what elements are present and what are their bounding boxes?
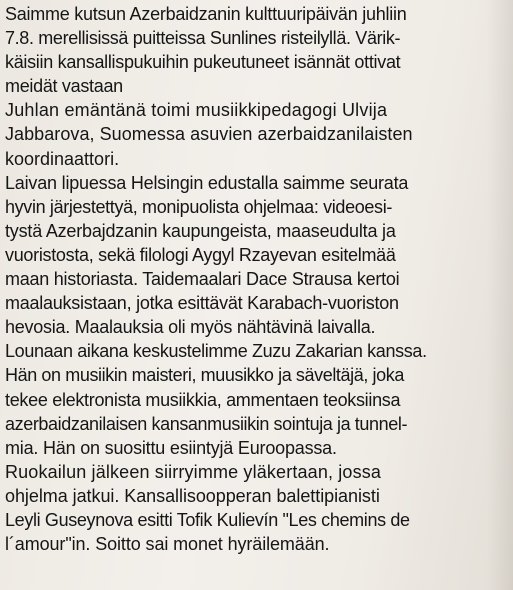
text-line: l´amour"in. Soitto sai monet hyräilemään. <box>5 534 330 555</box>
text-line: Lounaan aikana keskustelimme Zuzu Zakarian kanssa. <box>5 341 427 362</box>
text-line: azerbaidzanilaisen kansanmusiikin sointuja ja tunnel- <box>5 413 408 434</box>
text-line: maalauksistaan, jotka esittävät Karabach-vuoriston <box>5 293 399 314</box>
text-line: koordinaattori. <box>5 148 120 169</box>
text-line: Saimme kutsun Azerbaidzanin kulttuuripäivän juhliin <box>5 4 407 24</box>
text-line: vuoristosta, sekä filologi Aygyl Rzayevan esitelmää <box>5 244 396 265</box>
text-line: hevosia. Maalauksia oli myös nähtävinä laivalla. <box>5 317 376 338</box>
article-text <box>5 2 513 556</box>
text-line: Laivan lipuessa Helsingin edustalla saimme seurata <box>5 172 409 193</box>
text-line: meidät vastaan <box>5 76 123 97</box>
text-line: Jabbarova, Suomessa asuvien azerbaidzanilaisten <box>5 124 413 145</box>
text-line: käisiin kansallispukuihin pukeutuneet isännät ottivat <box>5 52 401 73</box>
text-line: ohjelma jatkui. Kansallisoopperan balettipianisti <box>5 485 380 506</box>
text-line: Leyli Guseynova esitti Tofik Kulievín "Les chemins de <box>5 509 410 530</box>
text-line: Ruokailun jälkeen siirryimme yläkertaan, jossa <box>5 461 382 482</box>
text-line: Hän on musiikin maisteri, muusikko ja säveltäjä, joka <box>5 365 404 386</box>
text-line: Juhlan emäntänä toimi musiikkipedagogi Ulvija <box>5 100 388 121</box>
text-line: maan historiasta. Taidemaalari Dace Strausa kertoi <box>5 269 400 290</box>
text-line: tystä Azerbajdzanin kaupungeista, maaseudulta ja <box>5 220 396 241</box>
text-line: hyvin järjestettyä, monipuolista ohjelmaa: videoesi- <box>5 196 393 217</box>
text-line: tekee elektronista musiikkia, ammentaen teoksiinsa <box>5 389 401 410</box>
text-line: mia. Hän on suosittu esiintyjä Euroopassa. <box>5 437 337 458</box>
text-line: 7.8. merellisissä puitteissa Sunlines risteilyllä. Värik- <box>5 28 401 49</box>
